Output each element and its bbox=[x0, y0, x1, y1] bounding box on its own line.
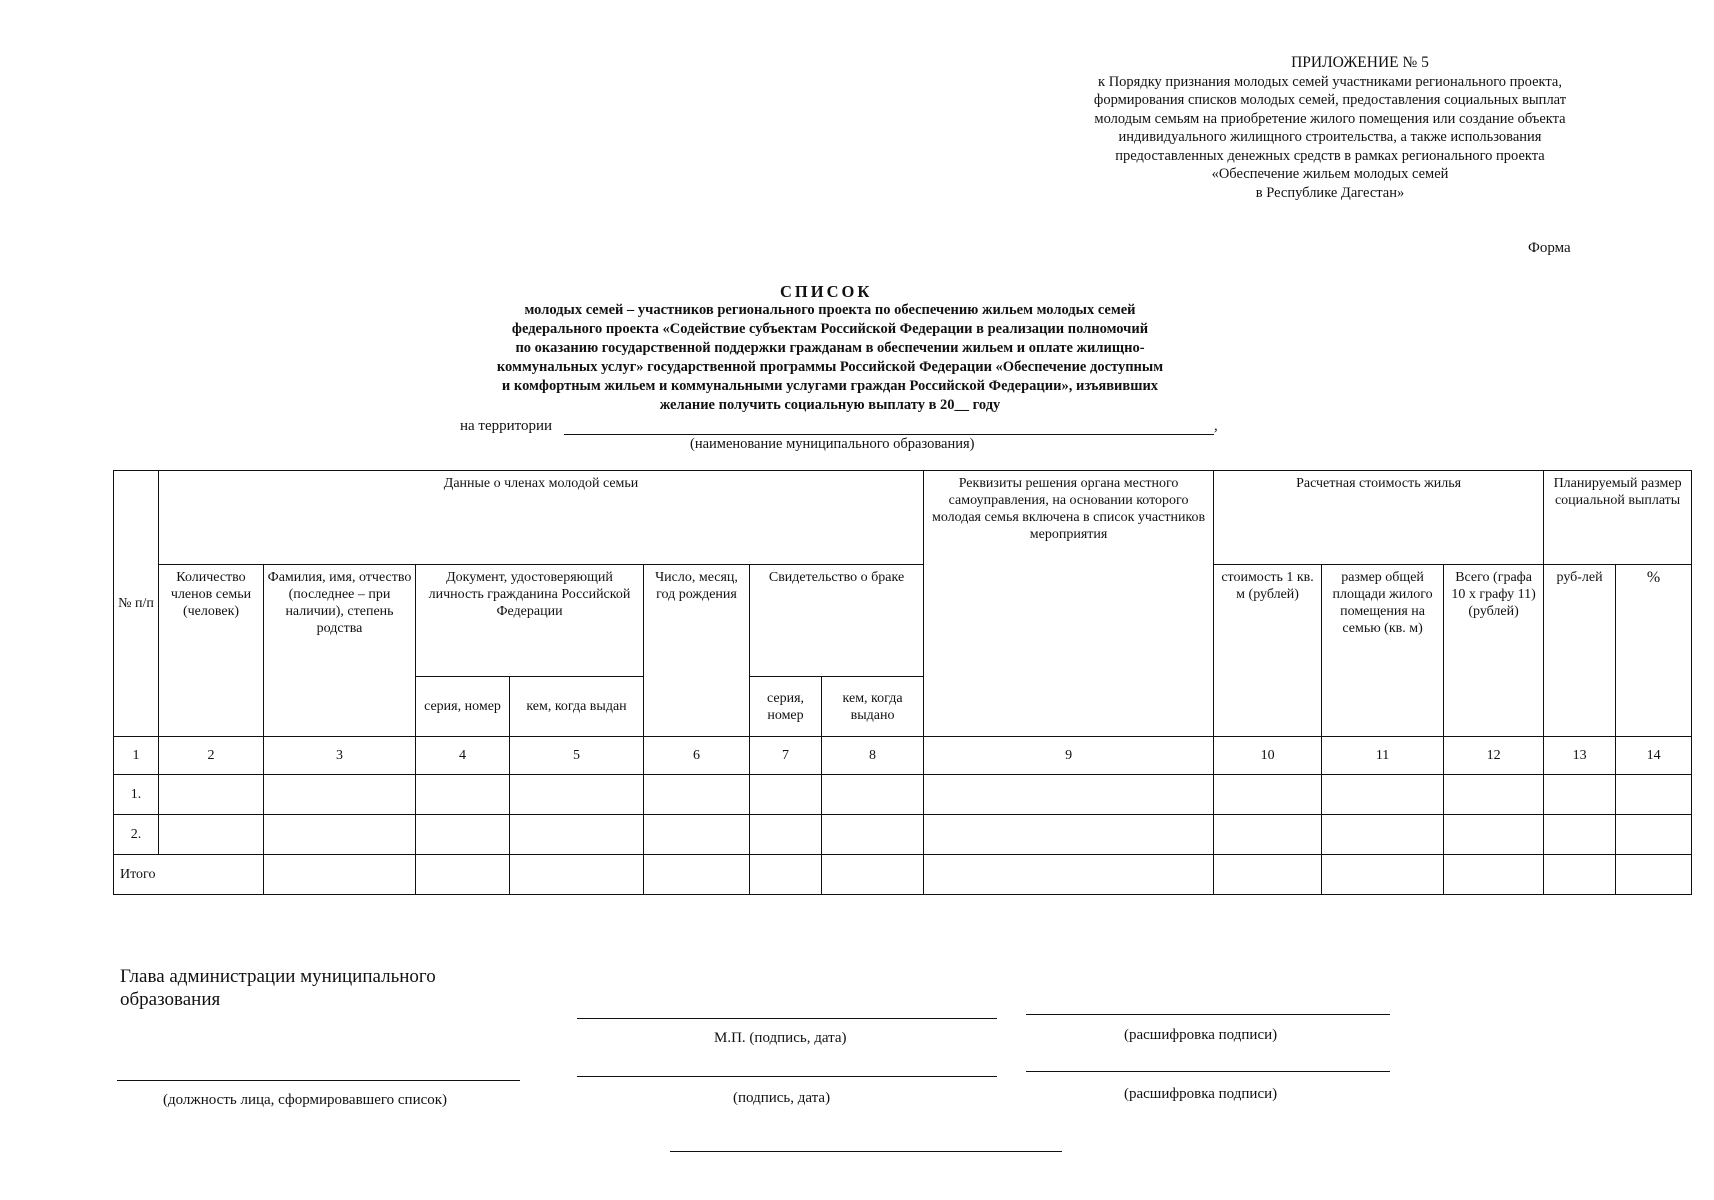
header-area: размер общей площади жилого помещения на семью (кв. м) bbox=[1322, 565, 1444, 737]
header-planned-payment: Планируемый размер социальной выплаты bbox=[1544, 471, 1692, 565]
form-label: Форма bbox=[1528, 240, 1571, 256]
table-cell[interactable] bbox=[264, 775, 416, 815]
table-cell[interactable] bbox=[924, 815, 1214, 855]
table-cell[interactable] bbox=[644, 855, 750, 895]
column-number: 14 bbox=[1616, 737, 1692, 775]
territory-field[interactable] bbox=[564, 434, 1214, 435]
table-cell[interactable] bbox=[644, 815, 750, 855]
head-title bbox=[120, 965, 480, 1011]
table-cell[interactable] bbox=[822, 775, 924, 815]
table-cell[interactable] bbox=[1444, 855, 1544, 895]
column-number: 6 bbox=[644, 737, 750, 775]
table-cell[interactable] bbox=[416, 855, 510, 895]
table-cell[interactable] bbox=[750, 775, 822, 815]
column-number: 9 bbox=[924, 737, 1214, 775]
table-cell[interactable] bbox=[1214, 815, 1322, 855]
header-mar-issued: кем, когда выдано bbox=[822, 677, 924, 737]
header-row-1 bbox=[114, 471, 1692, 565]
header-num: № п/п bbox=[114, 471, 159, 737]
header-doc-issued: кем, когда выдан bbox=[510, 677, 644, 737]
bottom-line[interactable] bbox=[670, 1151, 1062, 1152]
signature-line-mp[interactable] bbox=[577, 1018, 997, 1019]
list-line: федерального проекта «Содействие субъектам Российской Федерации в реализации полномочий bbox=[511, 321, 1149, 337]
table-cell[interactable] bbox=[1322, 775, 1444, 815]
table-cell[interactable] bbox=[822, 815, 924, 855]
total-row bbox=[114, 855, 1692, 895]
appendix-line: формирования списков молодых семей, предоставления социальных выплат bbox=[1093, 92, 1567, 108]
table-cell[interactable] bbox=[924, 855, 1214, 895]
table-cell[interactable] bbox=[924, 775, 1214, 815]
table-cell[interactable] bbox=[822, 855, 924, 895]
appendix-title: ПРИЛОЖЕНИЕ № 5 bbox=[1291, 54, 1429, 71]
list-line: по оказанию государственной поддержки гражданам в обеспечении жильем и оплате жилищно- bbox=[515, 340, 1145, 356]
table-cell[interactable] bbox=[644, 775, 750, 815]
appendix-block bbox=[1050, 54, 1610, 202]
table-cell[interactable] bbox=[159, 815, 264, 855]
sign-date-caption: (подпись, дата) bbox=[733, 1090, 831, 1106]
mp-sign-caption: М.П. (подпись, дата) bbox=[714, 1030, 847, 1046]
header-document: Документ, удостоверяющий личность гражданина Российской Федерации bbox=[416, 565, 644, 677]
families-table bbox=[113, 470, 1692, 895]
list-line: молодых семей – участников регионального проекта по обеспечению жильем молодых семей bbox=[524, 302, 1136, 318]
table-cell[interactable] bbox=[1444, 815, 1544, 855]
column-number: 10 bbox=[1214, 737, 1322, 775]
header-fio: Фамилия, имя, отчество (последнее – при наличии), степень родства bbox=[264, 565, 416, 737]
header-pct: % bbox=[1616, 565, 1692, 737]
table-cell[interactable] bbox=[510, 855, 644, 895]
column-number: 7 bbox=[750, 737, 822, 775]
row-number: 1. bbox=[114, 775, 159, 815]
table-cell[interactable] bbox=[510, 775, 644, 815]
header-row-2 bbox=[114, 565, 1692, 677]
table-cell[interactable] bbox=[510, 815, 644, 855]
table-cell[interactable] bbox=[1544, 815, 1616, 855]
header-requisites: Реквизиты решения органа местного самоуправления, на основании которого молодая семья включена в список участников мероприятия bbox=[924, 471, 1214, 737]
list-description bbox=[440, 301, 1220, 415]
table-cell[interactable] bbox=[159, 775, 264, 815]
decipher-caption-2: (расшифровка подписи) bbox=[1124, 1086, 1278, 1102]
header-family-data: Данные о членах молодой семьи bbox=[159, 471, 924, 565]
total-label: Итого bbox=[114, 855, 264, 895]
header-cost-sqm: стоимость 1 кв. м (рублей) bbox=[1214, 565, 1322, 737]
column-number: 3 bbox=[264, 737, 416, 775]
header-birthdate: Число, месяц, год рождения bbox=[644, 565, 750, 737]
territory-comma: , bbox=[1214, 418, 1218, 434]
decipher-line-2[interactable] bbox=[1026, 1071, 1390, 1072]
table-cell[interactable] bbox=[1544, 855, 1616, 895]
appendix-line: в Республике Дагестан» bbox=[1255, 184, 1405, 201]
column-number: 2 bbox=[159, 737, 264, 775]
territory-label: на территории bbox=[460, 418, 553, 434]
table-cell[interactable] bbox=[750, 815, 822, 855]
list-line: желание получить социальную выплату в 20__ году bbox=[659, 397, 1001, 413]
column-number: 4 bbox=[416, 737, 510, 775]
appendix-line: предоставленных денежных средств в рамках регионального проекта bbox=[1115, 147, 1545, 164]
header-members-count: Количество членов семьи (человек) bbox=[159, 565, 264, 737]
table-cell[interactable] bbox=[416, 815, 510, 855]
table-cell[interactable] bbox=[1322, 815, 1444, 855]
column-number: 12 bbox=[1444, 737, 1544, 775]
table-cell[interactable] bbox=[264, 815, 416, 855]
column-number: 5 bbox=[510, 737, 644, 775]
signature-line[interactable] bbox=[577, 1076, 997, 1077]
table-cell[interactable] bbox=[264, 855, 416, 895]
header-mar-series: серия, номер bbox=[750, 677, 822, 737]
header-marriage: Свидетельство о браке bbox=[750, 565, 924, 677]
table-cell[interactable] bbox=[1616, 855, 1692, 895]
table-cell[interactable] bbox=[1322, 855, 1444, 895]
column-number: 11 bbox=[1322, 737, 1444, 775]
position-caption: (должность лица, сформировавшего список) bbox=[163, 1092, 448, 1108]
appendix-line: индивидуального жилищного строительства, а также использования bbox=[1118, 129, 1542, 145]
position-line[interactable] bbox=[117, 1080, 520, 1081]
table-row bbox=[114, 815, 1692, 855]
table-cell[interactable] bbox=[750, 855, 822, 895]
appendix-line: молодым семьям на приобретение жилого помещения или создание объекта bbox=[1094, 110, 1566, 127]
table-cell[interactable] bbox=[416, 775, 510, 815]
header-doc-series: серия, номер bbox=[416, 677, 510, 737]
column-number: 13 bbox=[1544, 737, 1616, 775]
decipher-caption-1: (расшифровка подписи) bbox=[1124, 1027, 1278, 1043]
list-title: СПИСОК bbox=[780, 282, 873, 301]
header-cost: Расчетная стоимость жилья bbox=[1214, 471, 1544, 565]
head-title-text: Глава администрации муниципального образования bbox=[120, 966, 436, 1010]
column-number: 8 bbox=[822, 737, 924, 775]
table-cell[interactable] bbox=[1214, 855, 1322, 895]
decipher-line-1[interactable] bbox=[1026, 1014, 1390, 1015]
table-cell[interactable] bbox=[1544, 775, 1616, 815]
list-line: и комфортным жильем и коммунальными услугами граждан Российской Федерации», изъявивших bbox=[501, 378, 1159, 394]
column-number: 1 bbox=[114, 737, 159, 775]
table-cell[interactable] bbox=[1616, 775, 1692, 815]
row-number: 2. bbox=[114, 815, 159, 855]
header-rub: руб-лей bbox=[1544, 565, 1616, 737]
table-row bbox=[114, 775, 1692, 815]
table-cell[interactable] bbox=[1616, 815, 1692, 855]
territory-hint: (наименование муниципального образования) bbox=[690, 436, 975, 452]
appendix-line: «Обеспечение жильем молодых семей bbox=[1211, 166, 1449, 182]
column-numbers-row bbox=[114, 737, 1692, 775]
table-cell[interactable] bbox=[1444, 775, 1544, 815]
header-total: Всего (графа 10 х графу 11) (рублей) bbox=[1444, 565, 1544, 737]
appendix-line: к Порядку признания молодых семей участниками регионального проекта, bbox=[1098, 73, 1562, 90]
table-cell[interactable] bbox=[1214, 775, 1322, 815]
list-line: коммунальных услуг» государственной программы Российской Федерации «Обеспечение доступным bbox=[496, 359, 1164, 375]
